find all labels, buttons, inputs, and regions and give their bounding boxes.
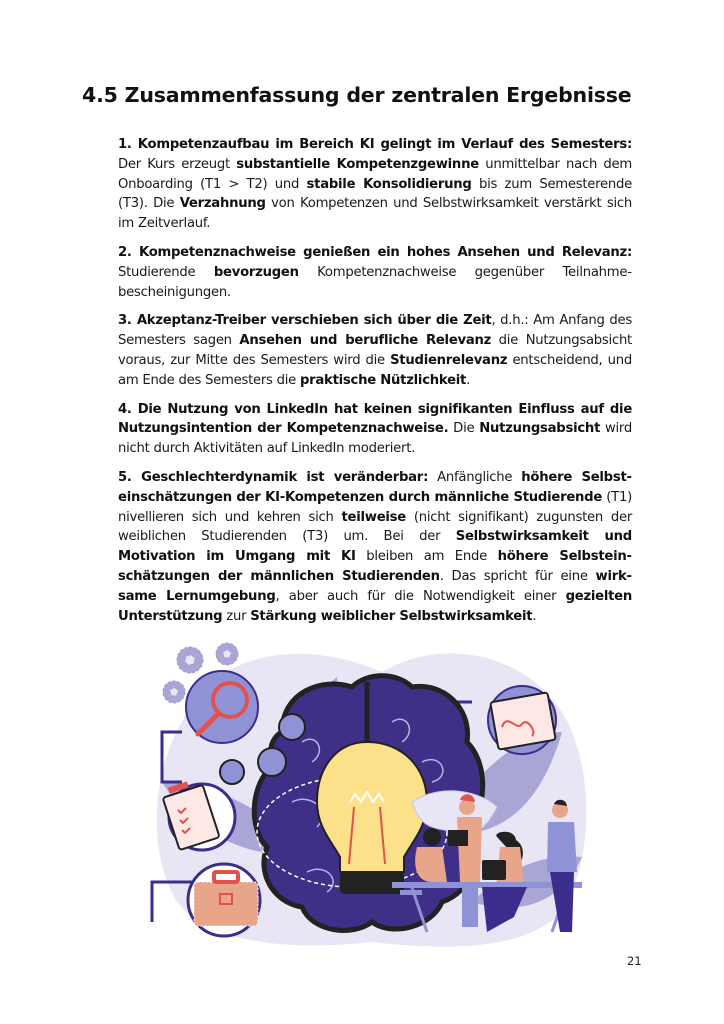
briefcase-icon <box>188 864 260 936</box>
finding-emphasis: höhere Selbsteinschätzungen der KI-Kompetenzen durch männliche Studierende <box>118 469 632 505</box>
findings-list <box>118 135 632 635</box>
finding-emphasis: bevorzugen <box>213 264 299 280</box>
finding-text: von Kompetenzen und Selbstwirksamkeit verstärkt sich im Zeitverlauf. <box>118 196 632 232</box>
finding-emphasis: Studienrelevanz <box>390 352 508 368</box>
finding-text: zur <box>222 608 251 624</box>
finding-text: wird nicht durch Aktivitäten auf LinkedIn moderiert. <box>118 421 632 457</box>
finding-emphasis: stabile Konsolidierung <box>306 176 472 192</box>
finding-emphasis: Stärkung weiblicher Selbstwirksamkeit <box>250 608 533 624</box>
finding-emphasis: Nutzungsabsicht <box>479 421 601 437</box>
finding-text: . <box>466 372 471 388</box>
finding-text: unmittelbar nach dem Onboarding (T1 > T2) und <box>118 156 632 192</box>
finding-text: bis zum Semesterende (T3). Die <box>118 176 633 212</box>
finding-number: 3. <box>118 313 137 329</box>
finding-text: , d.h.: Am Anfang des Semesters sagen <box>118 313 632 349</box>
finding-text: Studierende <box>118 264 214 280</box>
finding-emphasis: substantielle Kompetenzgewinne <box>236 156 479 172</box>
calendar-icon <box>488 686 556 754</box>
finding-item <box>118 400 632 459</box>
finding-item <box>118 311 632 390</box>
finding-number: 5. <box>118 469 142 485</box>
page-number: 21 <box>627 954 642 968</box>
finding-emphasis: Ansehen und berufliche Relevanz <box>239 333 492 349</box>
finding-emphasis: Selbstwirksamkeit und Motivation im Umgang mit KI <box>118 529 633 565</box>
finding-emphasis: praktische Nützlichkeit <box>299 372 467 388</box>
finding-item <box>118 243 632 302</box>
brain-lightbulb-illustration <box>142 632 602 952</box>
finding-number: 1. <box>118 137 138 152</box>
finding-text: Der Kurs erzeugt <box>118 156 237 172</box>
finding-text: Die <box>448 421 480 437</box>
finding-emphasis: Kompetenzaufbau im Bereich KI gelingt im Verlauf des Semesters: <box>137 137 633 152</box>
finding-item <box>118 135 632 234</box>
finding-emphasis: Akzeptanz-Treiber verschieben sich über die Zeit <box>136 313 492 329</box>
finding-number: 4. <box>118 401 138 417</box>
section-heading: 4.5 Zusammenfassung der zentralen Ergebnisse <box>82 83 632 107</box>
finding-emphasis: wirksame Lernumgebung <box>118 568 632 604</box>
finding-emphasis: teilweise <box>341 509 406 525</box>
finding-text: bleiben am Ende <box>355 549 498 565</box>
finding-emphasis: Geschlechterdynamik ist veränderbar: <box>141 469 429 485</box>
finding-text: . <box>532 608 537 624</box>
finding-text: (nicht signifikant) zugunsten der weiblichen Studierenden (T3) um. Bei der <box>118 509 632 545</box>
finding-emphasis: Die Nutzung von LinkedIn hat keinen signifikanten Einfluss auf die Nutzungsintention der Kompetenznachweise. <box>118 401 633 437</box>
finding-text: (T1) nivellieren sich und kehren sich <box>118 489 632 525</box>
finding-number: 2. <box>118 244 139 260</box>
magnifier-icon <box>186 671 258 743</box>
finding-item <box>118 468 632 626</box>
finding-emphasis: Verzahnung <box>179 196 266 212</box>
finding-text: . Das spricht für eine <box>439 568 596 584</box>
finding-emphasis: höhere Selbsteinschätzungen der männlichen Studierenden <box>118 549 632 584</box>
finding-text: Anfängliche <box>428 469 522 485</box>
finding-text: entscheidend, und am Ende des Semesters die <box>118 352 633 388</box>
finding-text: , aber auch für die Notwendigkeit einer <box>275 588 566 604</box>
finding-emphasis: Kompetenznachweise genießen ein hohes Ansehen und Relevanz: <box>138 244 632 260</box>
finding-text: Kompetenznachweise gegenüber Teilnahmebescheinigungen. <box>118 264 632 300</box>
finding-text: die Nutzungsabsicht voraus, zur Mitte des Semesters wird die <box>118 333 632 368</box>
finding-emphasis: gezielten Unterstützung <box>118 588 633 624</box>
